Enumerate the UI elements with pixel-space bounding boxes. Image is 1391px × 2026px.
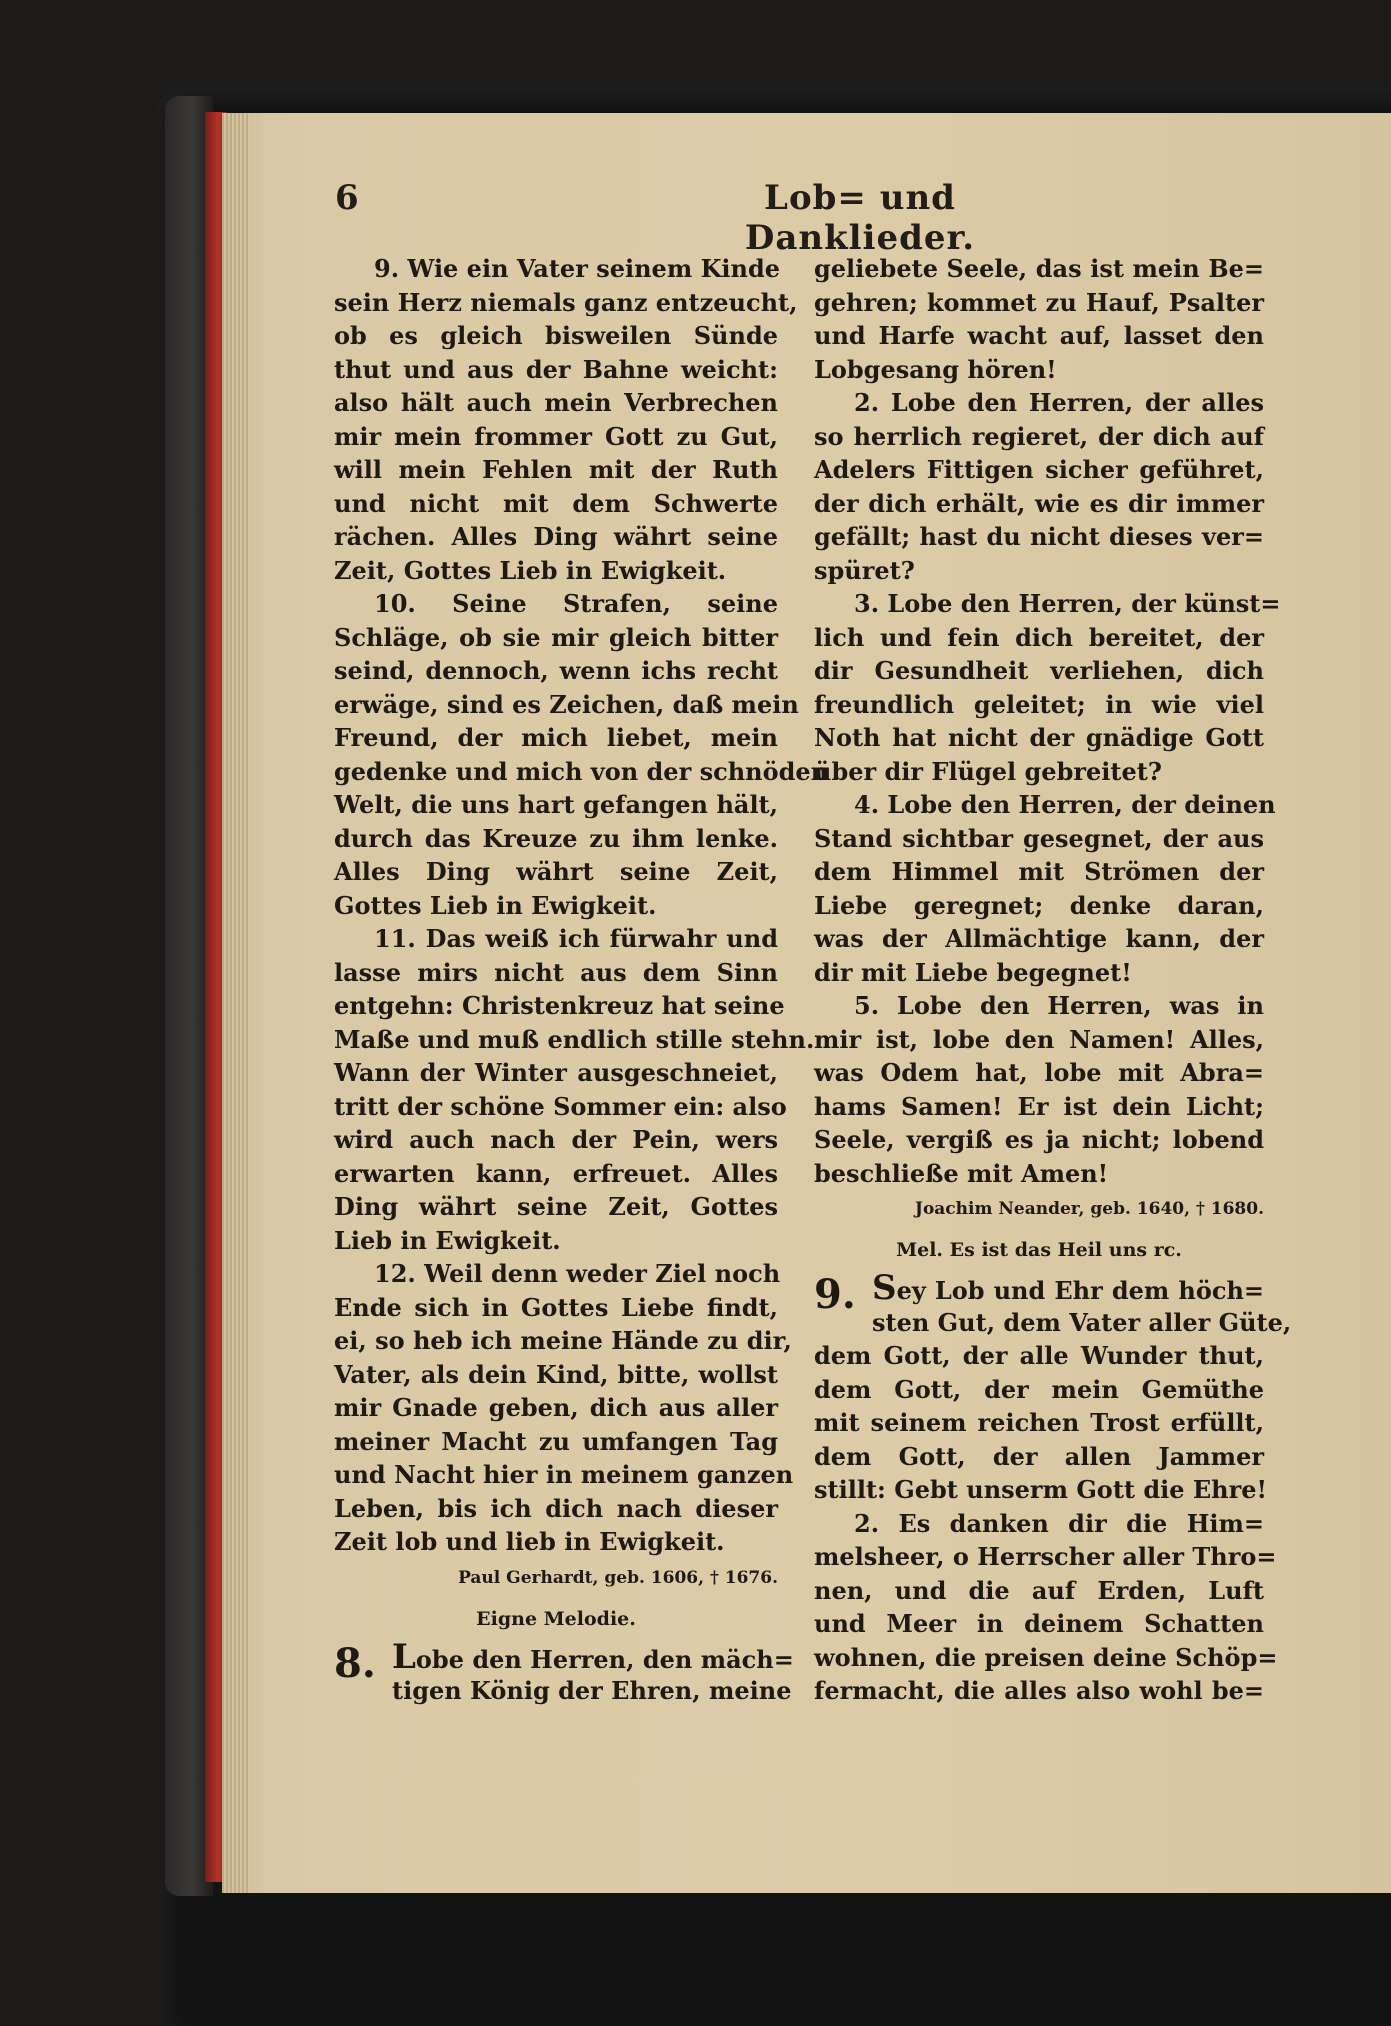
text-line: Schläge, ob sie mir gleich bitter [334, 622, 778, 652]
text-line: 12. Weil denn weder Ziel noch [374, 1259, 781, 1288]
text-line: lasse mirs nicht aus dem Sinn [334, 957, 778, 987]
text-line: 2. Lobe den Herren, der alles [854, 388, 1264, 417]
hymn-9-verse-1 [814, 1339, 1268, 1507]
author-credit: Paul Gerhardt, geb. 1606, † 1676. [458, 1567, 778, 1588]
page-edge-stack [222, 113, 250, 1893]
text-line: dem Himmel mit Strömen der [814, 857, 1264, 886]
text-line: Freund, der mich liebet, mein [334, 723, 778, 752]
text-line: Vater, als dein Kind, bitte, wollst [334, 1359, 778, 1389]
text-line: will mein Fehlen mit der Ruth [334, 455, 778, 484]
text-line: gefällt; hast du nicht dieses ver= [814, 522, 1264, 551]
text-line: also hält auch mein Verbrechen [334, 388, 778, 417]
text-line: Seele, vergiß es ja nicht; lobend [814, 1125, 1264, 1154]
verse-11 [334, 922, 815, 1257]
hymn-number: 9. [814, 1271, 856, 1318]
text-line: und Harfe wacht auf, lasset den [814, 321, 1264, 350]
page-header [0, 178, 1391, 258]
text-line: Leben, bis ich dich nach dieser [334, 1493, 778, 1523]
text-line: Alles Ding währt seine Zeit, [334, 857, 778, 886]
text-line: spüret? [814, 555, 915, 585]
text-line: beschließe mit Amen! [814, 1158, 1109, 1188]
text-line: wohnen, die preisen deine Schöp= [814, 1642, 1278, 1672]
text-line: Wann der Winter ausgeschneiet, [334, 1058, 778, 1087]
text-line [392, 1636, 794, 1677]
text-line: so herrlich regieret, der dich auf [814, 421, 1264, 451]
text-line: thut und aus der Bahne weicht: [334, 354, 778, 384]
text-line: mit seinem reichen Trost erfüllt, [814, 1408, 1264, 1437]
text-span: ey Lob und Ehr dem höch= [896, 1276, 1264, 1305]
text-line: durch das Kreuze zu ihm lenke. [334, 823, 778, 853]
text-line: gehren; kommet zu Hauf, Psalter [814, 287, 1264, 317]
author-credit: Joachim Neander, geb. 1640, † 1680. [914, 1199, 1264, 1219]
text-line: Gottes Lieb in Ewigkeit. [334, 890, 657, 920]
verse-9 [334, 252, 798, 587]
text-line: 5. Lobe den Herren, was in [854, 991, 1264, 1020]
hymn-8-continued [814, 252, 1264, 386]
text-line: gedenke und mich von der schnöden [334, 756, 829, 786]
text-line: 2. Es danken dir die Him= [854, 1508, 1264, 1538]
text-line: geliebete Seele, das ist mein Be= [814, 254, 1264, 283]
text-line: dir mit Liebe begegnet! [814, 957, 1132, 987]
text-line: ei, so heb ich meine Hände zu dir, [334, 1326, 792, 1355]
drop-capital: L [392, 1636, 416, 1677]
text-line: entgehn: Christenkreuz hat seine [334, 991, 785, 1020]
text-line: freundlich geleitet; in wie viel [814, 689, 1264, 719]
text-line: meiner Macht zu umfangen Tag [334, 1426, 778, 1456]
text-line: und Meer in deinem Schatten [814, 1609, 1264, 1638]
hymn-9-verse-2 [814, 1507, 1278, 1708]
verse-12 [334, 1257, 794, 1559]
melody-note: Mel. Es ist das Heil uns rc. [896, 1239, 1182, 1261]
text-line: Ding währt seine Zeit, Gottes [334, 1192, 778, 1221]
text-line: lich und fein dich bereitet, der [814, 622, 1264, 652]
text-line: Zeit lob und lieb in Ewigkeit. [334, 1527, 725, 1556]
text-line: stillt: Gebt unserm Gott die Ehre! [814, 1475, 1268, 1504]
text-line: erwarten kann, erfreuet. Alles [334, 1158, 778, 1188]
text-line: was Odem hat, lobe mit Abra= [814, 1058, 1264, 1087]
text-line: Liebe geregnet; denke daran, [814, 890, 1264, 920]
text-line: dem Gott, der allen Jammer [814, 1441, 1264, 1471]
text-line: über dir Flügel gebreitet? [814, 756, 1162, 786]
text-line: 10. Seine Strafen, seine [374, 589, 778, 618]
text-line: mir mein frommer Gott zu Gut, [334, 421, 778, 451]
text-line: tigen König der Ehren, meine [392, 1676, 792, 1705]
text-span: obe den Herren, den mäch= [415, 1644, 794, 1674]
text-line: dir Gesundheit verliehen, dich [814, 656, 1264, 685]
text-line: sten Gut, dem Vater aller Güte, [872, 1307, 1292, 1337]
text-line: mir Gnade geben, dich aus aller [334, 1393, 778, 1422]
verse-10 [334, 587, 829, 922]
text-line: fermacht, die alles also wohl be= [814, 1676, 1264, 1705]
text-line: 11. Das weiß ich fürwahr und [374, 924, 778, 953]
text-line: seind, dennoch, wenn ichs recht [334, 656, 778, 685]
text-line: Adelers Fittigen sicher geführet, [814, 455, 1264, 484]
text-line: Stand sichtbar gesegnet, der aus [814, 823, 1264, 853]
text-line: nen, und die auf Erden, Luft [814, 1575, 1264, 1605]
verse-5 [814, 989, 1264, 1190]
verse-2 [814, 386, 1264, 587]
text-line: Maße und muß endlich stille stehn. [334, 1024, 815, 1054]
text-line: wird auch nach der Pein, wers [334, 1125, 778, 1154]
text-line: und nicht mit dem Schwerte [334, 488, 778, 518]
right-column [814, 252, 1292, 1708]
text-line: tritt der schöne Sommer ein: also [334, 1091, 787, 1121]
hymn-number: 8. [334, 1639, 376, 1687]
text-line: Noth hat nicht der gnädige Gott [814, 723, 1264, 752]
verse-3 [814, 587, 1281, 788]
text-line: Zeit, Gottes Lieb in Ewigkeit. [334, 555, 727, 585]
text-line: dem Gott, der mein Gemüthe [814, 1374, 1264, 1404]
page-number: 6 [335, 178, 359, 218]
hymn-8-start [334, 1636, 794, 1708]
running-title: Lob= und Danklieder. [744, 178, 976, 258]
verse-4 [814, 788, 1276, 989]
text-line: ob es gleich bisweilen Sünde [334, 321, 778, 350]
text-line: hams Samen! Er ist dein Licht; [814, 1091, 1264, 1121]
drop-capital: S [872, 1268, 897, 1308]
text-line: dem Gott, der alle Wunder thut, [814, 1341, 1264, 1370]
text-line: Ende sich in Gottes Liebe findt, [334, 1292, 778, 1322]
text-line: mir ist, lobe den Namen! Alles, [814, 1024, 1264, 1054]
text-line: Lieb in Ewigkeit. [334, 1225, 561, 1255]
text-line: 3. Lobe den Herren, der künst= [854, 589, 1281, 618]
text-line: was der Allmächtige kann, der [814, 924, 1264, 953]
left-column [334, 252, 829, 1708]
text-line: erwäge, sind es Zeichen, daß mein [334, 689, 799, 719]
text-line: rächen. Alles Ding währt seine [334, 522, 778, 551]
melody-note: Eigne Melodie. [476, 1607, 636, 1630]
text-line: Welt, die uns hart gefangen hält, [334, 790, 778, 819]
text-line: und Nacht hier in meinem ganzen [334, 1460, 794, 1489]
text-line: melsheer, o Herrscher aller Thro= [814, 1542, 1277, 1571]
text-line: 4. Lobe den Herren, der deinen [854, 790, 1276, 819]
text-line: Lobgesang hören! [814, 354, 1057, 384]
text-line [872, 1268, 1264, 1308]
text-line: sein Herz niemals ganz entzeucht, [334, 287, 798, 317]
text-line: der dich erhält, wie es dir immer [814, 488, 1264, 518]
hymn-9-start [814, 1268, 1292, 1339]
text-line: 9. Wie ein Vater seinem Kinde [374, 254, 781, 283]
